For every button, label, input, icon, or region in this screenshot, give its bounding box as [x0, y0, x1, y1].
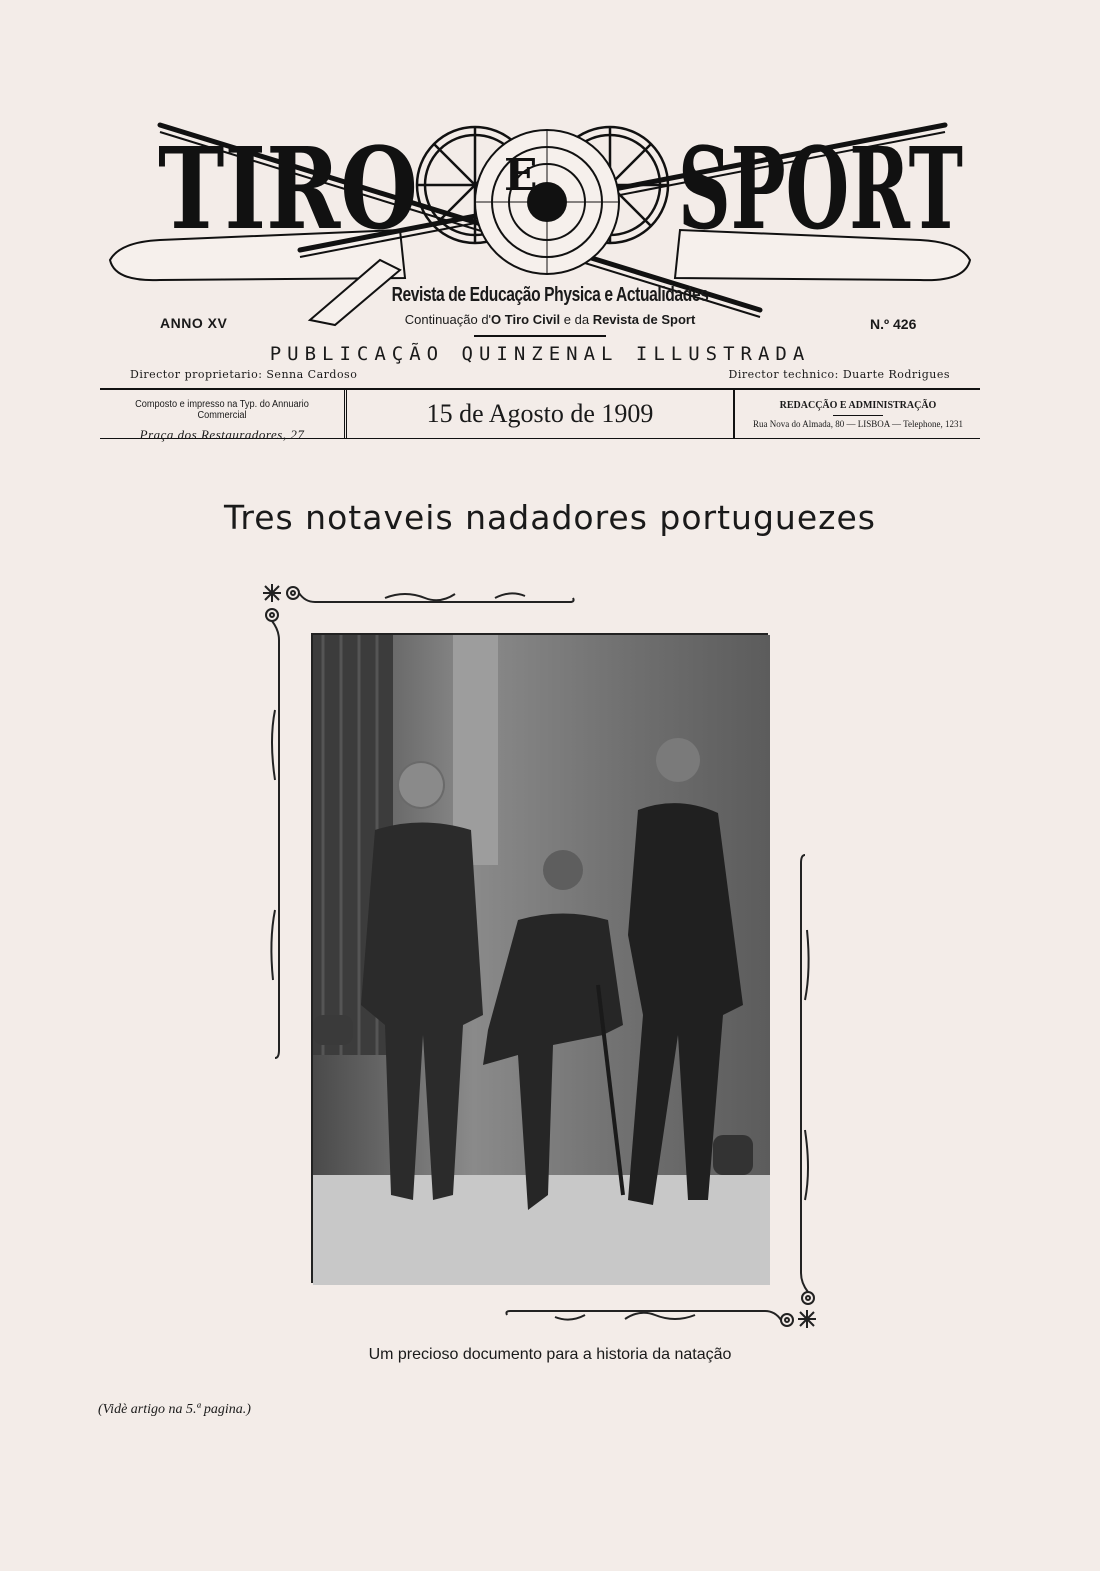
info-bar — [100, 388, 980, 442]
photo-caption: Um precioso documento para a historia da natação — [368, 1346, 732, 1363]
continuation-revista: Revista de Sport — [592, 312, 696, 327]
continuation-mid: e da — [560, 312, 593, 327]
asterisk-ornament-icon — [798, 1310, 816, 1328]
subtitle: Revista de Educação Physica e Actualidades — [391, 284, 709, 306]
redaccao-address: Rua Nova do Almada, 80 — LISBOA — Telephone, 1231 — [753, 419, 963, 429]
continuation-tiro-civil: O Tiro Civil — [491, 312, 561, 327]
printer-address: Praça dos Restauradores, 27 — [139, 427, 305, 442]
issue-number: N.º 426 — [870, 316, 917, 332]
divider-rule — [474, 335, 606, 337]
printer-line: Composto e impresso na Typ. do Annuario Commercial — [135, 399, 309, 421]
group-photograph — [311, 633, 768, 1283]
masthead-conjunction: E — [504, 150, 538, 201]
issue-date: 15 de Agosto de 1909 — [426, 399, 654, 428]
redaccao-label: REDACÇÃO E ADMINISTRAÇÃO — [779, 400, 937, 411]
director-proprietario: Director proprietario: Senna Cardoso — [130, 368, 358, 381]
publication-type: PUBLICAÇÃO QUINZENAL ILLUSTRADA — [269, 343, 811, 365]
article-headline: Tres notaveis nadadores portuguezes — [224, 498, 876, 537]
director-technico: Director technico: Duarte Rodrigues — [728, 368, 950, 381]
issue-date-cell — [346, 390, 734, 438]
divider-rule — [833, 415, 883, 416]
continuation-line — [300, 312, 800, 327]
asterisk-ornament-icon — [263, 584, 281, 602]
redaccao-info — [734, 390, 981, 438]
continuation-prefix: Continuação d' — [404, 312, 492, 327]
masthead-title-right: SPORT — [678, 124, 963, 255]
masthead-title-left: TIRO — [158, 124, 418, 255]
anno-label: ANNO XV — [160, 315, 228, 331]
printer-info — [100, 390, 345, 442]
article-reference: (Vidè artigo na 5.ª pagina.) — [98, 1402, 251, 1417]
